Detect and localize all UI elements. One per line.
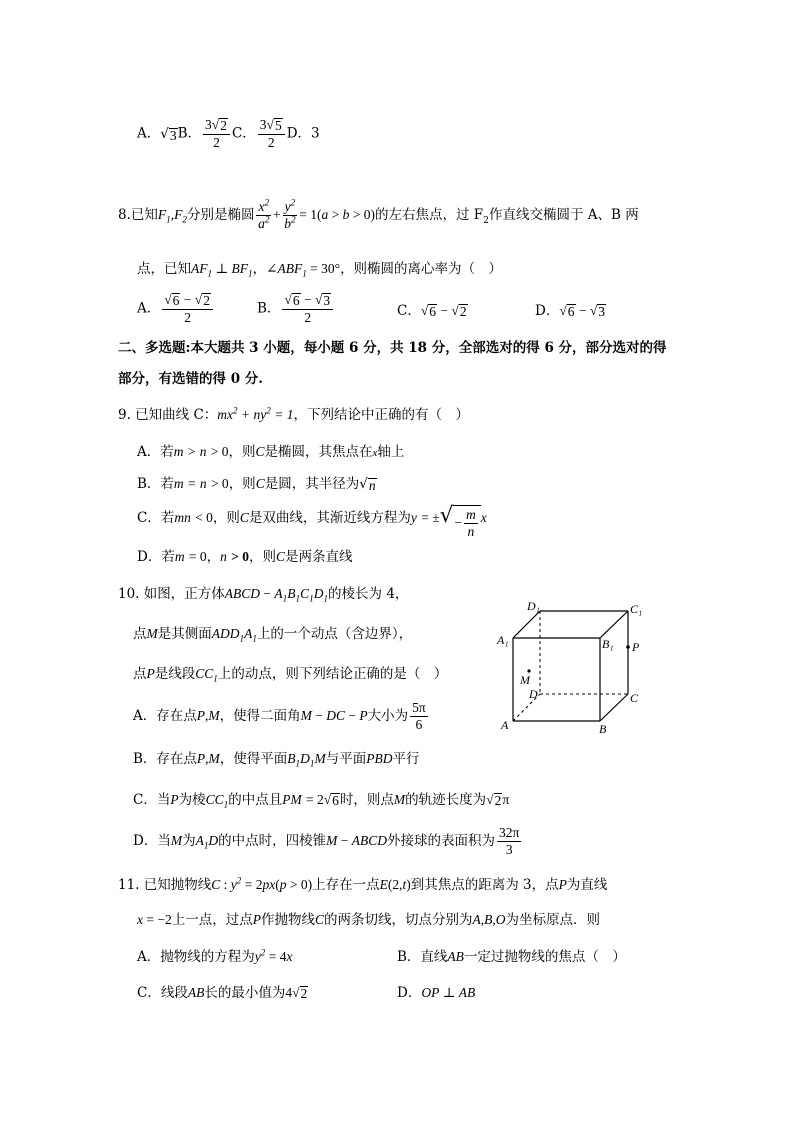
q9-stem: [118, 405, 469, 423]
q10-text: 平行: [392, 751, 420, 767]
q10-text: 与平面: [325, 751, 367, 767]
q11-text: A．抛物线的方程为: [137, 949, 255, 965]
q11-text: 为坐标原点．则: [505, 912, 600, 928]
q8-text: 分别是椭圆: [186, 207, 255, 224]
cube-label-a1: A₁: [497, 633, 509, 647]
q8-option-math: √ 6 − √ 2: [420, 303, 467, 319]
q10-text: 为: [182, 833, 196, 850]
q8-option-a: [137, 293, 215, 325]
q8-perp: $AF_1$ ⊥ $BF_1$: [191, 261, 253, 279]
q10-text: A．存在点: [133, 708, 197, 725]
q10-text: B．存在点: [133, 751, 197, 767]
q7-options: [137, 118, 320, 150]
q7-option-a-label: A．: [137, 125, 161, 142]
q11-text: 上一点，过点: [171, 912, 253, 928]
q10-option-a: A．存在点P,M，使得二面角M − DC − P大小为 $\frac{5\pi}{6}$: [133, 700, 426, 733]
q10-stem-line3: 点P是线段$CC_1$上的动点，则下列结论正确的是（ ）: [133, 666, 448, 684]
q9-text: 是椭圆，其焦点在: [264, 444, 373, 460]
q10-text: 为棱: [178, 792, 206, 808]
q9-option-c: C．若mn < 0，则C是双曲线，其渐近线方程为y = ± √ − $\frac{m}{n}$ x: [137, 503, 487, 540]
q11-text: C．线段: [137, 985, 188, 1001]
q8-option-label: A．: [137, 300, 161, 317]
section2-heading-line1: 二、多选题:本大题共 3 小题，每小题 6 分，共 18 分，全部选对的得 6 分，部分选对的得: [118, 340, 667, 356]
q7-option-a-math: √ 3: [160, 125, 177, 143]
q10-text: 点: [133, 666, 147, 682]
q10-text: 时，则点: [339, 792, 394, 808]
q8-number: 8.: [118, 207, 131, 224]
q8-text: 作直线交椭圆于 A、B 两: [489, 207, 639, 224]
q11-text: 长的最小值为: [204, 985, 286, 1001]
q11-text: 为直线: [566, 877, 608, 893]
q9-text: ，则: [212, 510, 240, 526]
q9-option-b: B．若m = n > 0，则C是圆，其半径为 √ n: [137, 476, 376, 493]
q9-curve-eq: $mx^2 + ny^2 = 1$: [217, 405, 294, 422]
q7-option-c-label: C．: [231, 125, 256, 142]
q11-text: 的两条切线，切点分别为: [324, 912, 473, 928]
q8-text: ，: [252, 261, 267, 277]
q8-text: 点，已知: [137, 261, 191, 277]
q9-text: C．若: [137, 510, 175, 526]
q11-stem-line2: x = −2上一点，过点P作抛物线C的两条切线，切点分别为A,B,O为坐标原点．则: [137, 912, 600, 928]
q8-text: ，则椭圆的离心率为（ ）: [340, 261, 503, 277]
cube-label-d1: D₁: [527, 599, 540, 613]
q10-text: 外接球的表面积为: [387, 833, 496, 850]
q11-text: 到其焦点的距离为 3，点: [410, 877, 559, 893]
q11-option-b: B．直线AB一定过抛物线的焦点（ ）: [397, 949, 626, 965]
q8-option-math: √ 6 − √ 3: [559, 303, 606, 319]
q10-text: 是线段: [154, 666, 196, 682]
q11-option-d: D．OP ⊥ AB: [397, 985, 476, 1001]
q8-angle: $\angle ABF_1$: [266, 261, 307, 279]
q8-text: 已知: [130, 207, 158, 224]
q10-text: 的棱长为 4，: [328, 586, 409, 602]
cube-figure: [495, 598, 655, 738]
q8-foci: $F_1,F_2$: [157, 207, 187, 225]
q10-option-c: C．当P为棱$CC_1$的中点且PM = 2 √ 6 时，则点M的轨迹长度为 √ 2 π: [133, 792, 510, 810]
q9-text: ，则: [228, 476, 256, 492]
q9-text: 轴上: [377, 444, 405, 460]
q10-stem-line2: 点M是其侧面$ADD_1A_1$上的一个动点（含边界），: [133, 626, 413, 644]
q9-text: B．若: [137, 476, 174, 492]
q8-stem-line1: 8.已知$F_1,F_2$分别是椭圆 $\frac{x^2}{a^2}$ + $\frac{y^2}{b^2}$ = 1(a > b > 0)的左右焦点，过 $F_2$作直线交椭圆于 A、B 两: [118, 197, 639, 232]
q11-stem-line1: 11. 已知抛物线C : $y^2 = 2px(p > 0)$上存在一点E(2,t)到其焦点的距离为 3，点P为直线: [118, 875, 608, 893]
q10-text: 上的一个动点（含边界），: [256, 626, 413, 642]
q8-option-math: √ 6 − √ 2 2: [162, 293, 213, 325]
q8-stem-line2: 点，已知$AF_1$ ⊥ $BF_1$，$\angle ABF_1 = 30^\circ$，则椭圆的离心率为（ ）: [137, 261, 503, 279]
cube-label-a: A: [501, 718, 509, 732]
q10-text: C．当: [133, 792, 171, 808]
q9-text: ，: [206, 549, 221, 565]
q10-option-d: D．当M为$A_1D$的中点时，四棱锥M − ABCD外接球的表面积为 $\frac{32\pi}{3}$: [133, 825, 520, 858]
q11-text: 一定过抛物线的焦点（ ）: [463, 949, 626, 965]
q8-option-label: B．: [257, 300, 281, 317]
cube-label-b1: B₁: [602, 637, 614, 651]
q9-text: ，则: [228, 444, 256, 460]
q9-text: A．若: [137, 444, 174, 460]
q10-text: 的轨迹长度为: [405, 792, 487, 808]
cube-label-m: M: [520, 673, 530, 687]
q9-text: 是双曲线，其渐近线方程为: [248, 510, 411, 526]
q10-text: 是其侧面: [157, 626, 212, 642]
q11-text: D．: [397, 985, 422, 1001]
q11-text: 上存在一点: [312, 877, 380, 893]
q8-option-b: [257, 293, 335, 325]
q9-text: ，下列结论中正确的有（ ）: [293, 407, 469, 423]
q8-ellipse-x: $\frac{x^2}{a^2}$: [258, 197, 270, 232]
section2-heading-line2: 部分，有选错的得 0 分.: [118, 371, 263, 387]
cube-label-p: P: [632, 640, 640, 654]
q11-text: B．直线: [397, 949, 448, 965]
q11-option-c: C．线段AB长的最小值为4 √ 2: [137, 985, 308, 1001]
q9-option-a: A．若m > n > 0，则C是椭圆，其焦点在x轴上: [137, 444, 405, 460]
q8-option-c: [397, 304, 468, 319]
q8-text: 的左右焦点，过 F: [374, 207, 484, 224]
q8-ellipse-y: $\frac{y^2}{b^2}$: [284, 197, 296, 232]
q7-option-d-label: D．3: [286, 125, 320, 142]
q10-text: 的中点且: [228, 792, 283, 808]
q10-stem-line1: 10. 如图，正方体ABCD − $A_1B_1C_1D_1$的棱长为 4，: [118, 586, 409, 604]
q10-text: 大小为: [367, 708, 409, 725]
q10-text: D．当: [133, 833, 171, 850]
q9-text: D．若: [137, 549, 175, 565]
cube-label-b: B: [599, 722, 607, 736]
cube-label-d: D: [529, 687, 538, 701]
q7-option-c-math: 3 √ 5 2: [258, 118, 285, 150]
q7-option-b-label: B．: [177, 125, 202, 142]
q9-text: 9. 已知曲线 C：: [118, 407, 218, 423]
cube-label-c: C: [630, 691, 639, 705]
q8-option-d: [535, 304, 606, 319]
q8-option-math: √ 6 − √ 3 2: [282, 293, 333, 325]
q10-text: ，使得平面: [219, 751, 288, 767]
q10-option-b: B．存在点P,M，使得平面$B_1D_1M$与平面PBD平行: [133, 751, 420, 769]
q9-option-d: D．若m = 0，n > 0，则C是两条直线: [137, 549, 353, 565]
q8-option-label: D．: [535, 303, 560, 319]
q10-text: 10. 如图，正方体: [118, 586, 225, 602]
q11-text: 11. 已知抛物线: [118, 877, 212, 893]
q9-text: ，则: [249, 549, 276, 565]
q10-text: ，使得二面角: [219, 708, 301, 725]
q9-text: 是圆，其半径为: [264, 476, 360, 492]
q10-text: 上的动点，则下列结论正确的是（ ）: [217, 666, 448, 682]
q9-text: 是两条直线: [285, 549, 353, 565]
cube-label-c1: C₁: [630, 602, 643, 616]
q11-option-a: A．抛物线的方程为$y^2 = 4x$: [137, 947, 293, 965]
q11-text: 作抛物线: [260, 912, 315, 928]
q8-option-label: C．: [397, 303, 421, 319]
q7-option-b-math: 3 √ 2 2: [203, 118, 230, 150]
q10-text: 的中点时，四棱锥: [218, 833, 327, 850]
q10-text: 点: [133, 626, 147, 642]
